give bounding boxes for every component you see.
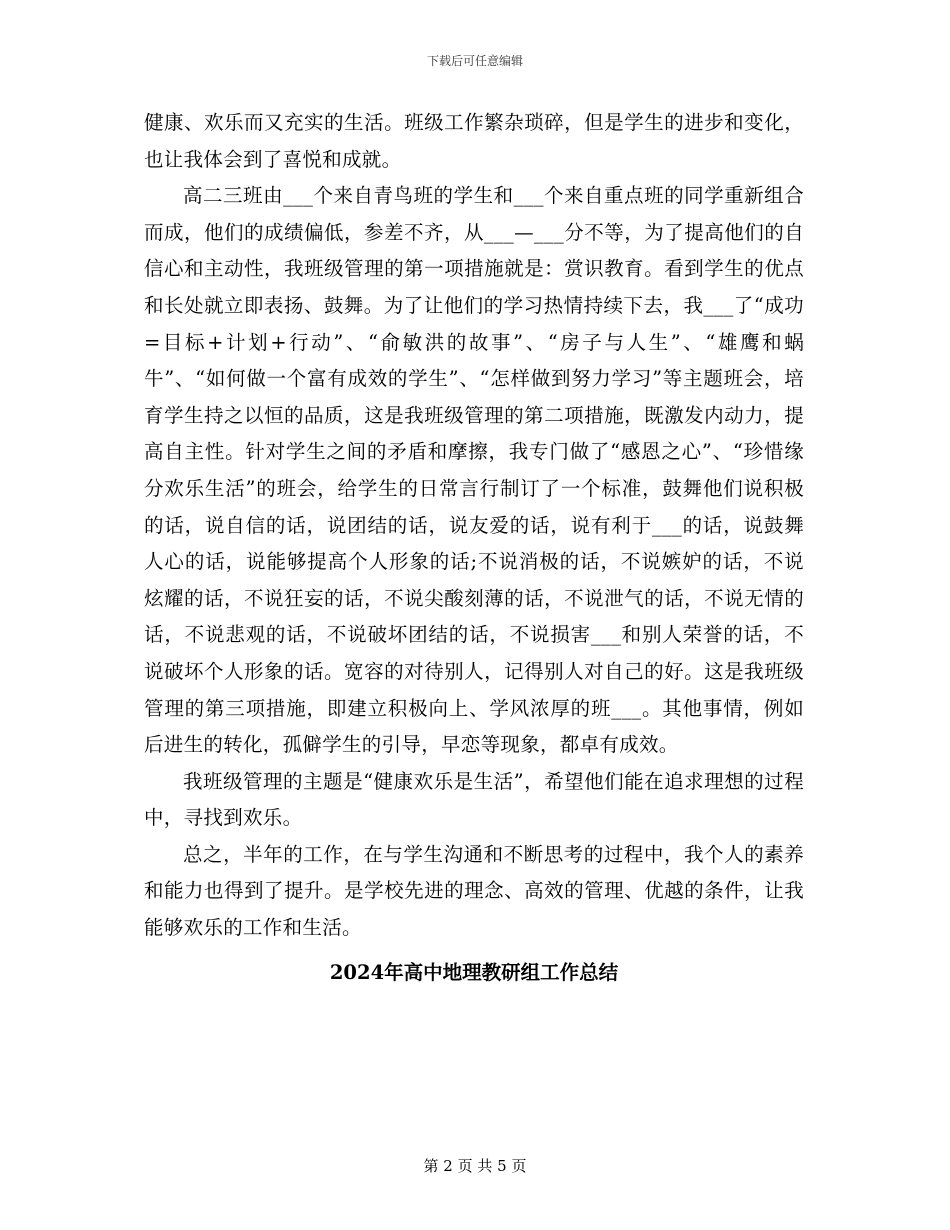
paragraph-class-management: 高二三班由___个来自青鸟班的学生和___个来自重点班的同学重新组合而成，他们的成绩偏低，参差不齐，从___—___分不等，为了提高他们的自信心和主动性，我班级管理的第一项措施就是：赏识教育。看到学生的优点和长处就立即表扬、鼓舞。为了让他们的学习热情持续下去，我___了“成功=目标+计划+行动”、“俞敏洪的故事”、“房子与人生”、“雄鹰和蜗牛”、“如何做一个富有成效的学生”、“怎样做到努力学习”等主题班会，培育学生持之以恒的品质，这是我班级管理的第二项措施，既激发内动力，提高自主性。针对学生之间的矛盾和摩擦，我专门做了“感恩之心”、“珍惜缘分欢乐生活”的班会，给学生的日常言行制订了一个标准，鼓舞他们说积极的话，说自信的话，说团结的话，说友爱的话，说有利于___的话，说鼓舞人心的话，说能够提高个人形象的话;不说消极的话，不说嫉妒的话，不说炫耀的话，不说狂妄的话，不说尖酸刻薄的话，不说泄气的话，不说无情的话，不说悲观的话，不说破坏团结的话，不说损害___和别人荣誉的话，不说破坏个人形象的话。宽容的对待别人，记得别人对自己的好。这是我班级管理的第三项措施，即建立积极向上、学风浓厚的班___。其他事情，例如后进生的转化，孤僻学生的引导，早恋等现象，都卓有成效。	[144, 184, 804, 757]
page-header: 下载后可任意编辑	[426, 54, 523, 68]
paragraph-theme: 我班级管理的主题是“健康欢乐是生活”，希望他们能在追求理想的过程中，寻找到欢乐。	[144, 769, 804, 830]
section-title: 2024年高中地理教研组工作总结	[329, 960, 619, 984]
paragraph-conclusion: 总之，半年的工作，在与学生沟通和不断思考的过程中，我个人的素养和能力也得到了提升。是学校先进的理念、高效的管理、优越的条件，让我能够欢乐的工作和生活。	[144, 842, 804, 940]
page-footer: 第 2 页 共 5 页	[423, 1157, 527, 1175]
document-body	[144, 105, 804, 991]
paragraph-continuation: 健康、欢乐而又充实的生活。班级工作繁杂琐碎，但是学生的进步和变化，也让我体会到了喜悦和成就。	[144, 111, 804, 171]
